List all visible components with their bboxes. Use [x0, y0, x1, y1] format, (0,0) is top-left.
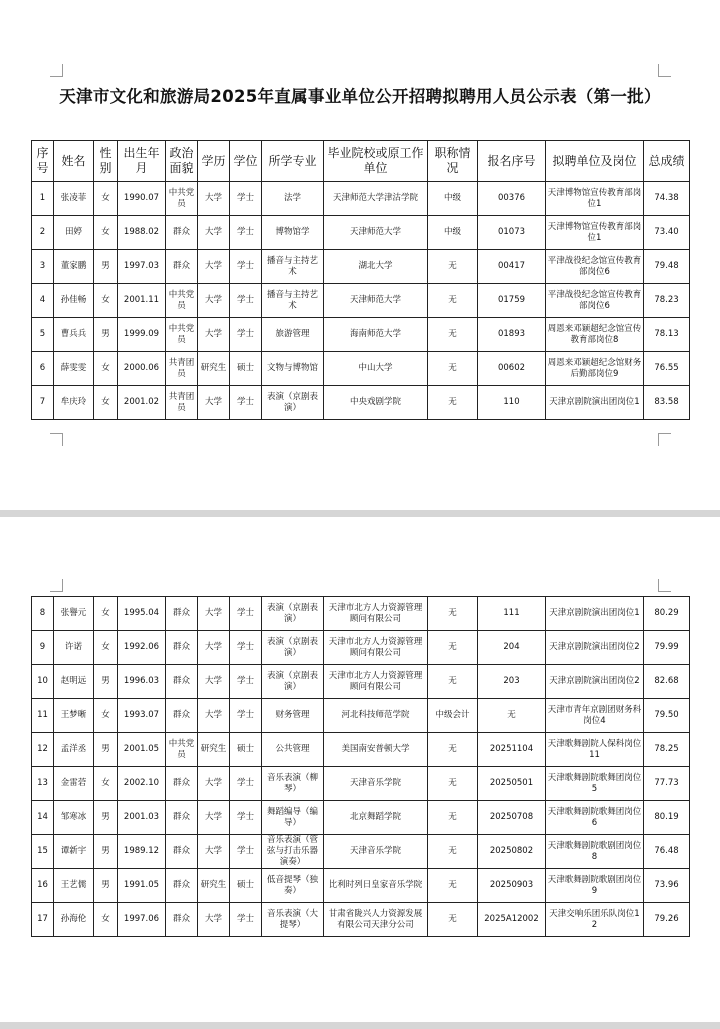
cell-education: 研究生 [198, 869, 230, 903]
cell-degree: 硕士 [230, 869, 262, 903]
cell-political-status: 群众 [166, 801, 198, 835]
cell-position: 天津京剧院演出团岗位1 [546, 386, 644, 420]
cell-reg-number: 20250501 [478, 767, 546, 801]
cell-education: 研究生 [198, 352, 230, 386]
cell-reg-number: 110 [478, 386, 546, 420]
cell-school: 天津音乐学院 [324, 835, 428, 869]
table-row [32, 352, 690, 386]
cell-education: 大学 [198, 216, 230, 250]
cell-major: 财务管理 [262, 699, 324, 733]
cell-school: 北京舞蹈学院 [324, 801, 428, 835]
cell-degree: 学士 [230, 903, 262, 937]
cell-gender: 女 [94, 699, 118, 733]
cell-degree: 硕士 [230, 733, 262, 767]
cell-political-status: 群众 [166, 903, 198, 937]
cell-index: 14 [32, 801, 54, 835]
cell-reg-number: 20250802 [478, 835, 546, 869]
cell-major: 表演（京剧表演） [262, 597, 324, 631]
cell-index: 6 [32, 352, 54, 386]
cell-school: 天津音乐学院 [324, 767, 428, 801]
cell-gender: 女 [94, 352, 118, 386]
cell-reg-number: 2025A12002 [478, 903, 546, 937]
cell-name: 王艺儒 [54, 869, 94, 903]
cell-position: 平津战役纪念馆宣传教育部岗位6 [546, 284, 644, 318]
cell-gender: 女 [94, 597, 118, 631]
cell-degree: 学士 [230, 801, 262, 835]
cell-birth: 2001.11 [118, 284, 166, 318]
cell-major: 表演（京剧表演） [262, 386, 324, 420]
cell-birth: 2001.02 [118, 386, 166, 420]
cell-name: 邹寒冰 [54, 801, 94, 835]
cell-gender: 女 [94, 216, 118, 250]
cell-political-status: 群众 [166, 216, 198, 250]
cell-birth: 2001.05 [118, 733, 166, 767]
cell-education: 大学 [198, 665, 230, 699]
cell-education: 大学 [198, 835, 230, 869]
cell-position: 周恩来邓颖超纪念馆宣传教育部岗位8 [546, 318, 644, 352]
cell-name: 张譽元 [54, 597, 94, 631]
cell-score: 78.13 [644, 318, 690, 352]
cell-major: 低音提琴（独奏） [262, 869, 324, 903]
cell-gender: 男 [94, 733, 118, 767]
cell-reg-number: 20250903 [478, 869, 546, 903]
page-separator [0, 1022, 720, 1029]
document-page-1 [0, 0, 720, 510]
cell-title: 无 [428, 284, 478, 318]
cell-education: 大学 [198, 903, 230, 937]
cell-index: 12 [32, 733, 54, 767]
cell-major: 播音与主持艺术 [262, 250, 324, 284]
cell-birth: 2002.10 [118, 767, 166, 801]
cell-major: 公共管理 [262, 733, 324, 767]
cell-degree: 学士 [230, 631, 262, 665]
cell-index: 9 [32, 631, 54, 665]
cell-birth: 1991.05 [118, 869, 166, 903]
cell-title: 无 [428, 318, 478, 352]
cell-school: 天津市北方人力资源管理顾问有限公司 [324, 597, 428, 631]
cell-political-status: 中共党员 [166, 318, 198, 352]
cell-education: 大学 [198, 250, 230, 284]
cell-school: 天津市北方人力资源管理顾问有限公司 [324, 665, 428, 699]
cell-major: 法学 [262, 182, 324, 216]
cell-title: 无 [428, 733, 478, 767]
cell-title: 无 [428, 835, 478, 869]
cell-gender: 女 [94, 631, 118, 665]
cell-degree: 学士 [230, 767, 262, 801]
cell-birth: 1997.06 [118, 903, 166, 937]
cell-reg-number: 20251104 [478, 733, 546, 767]
cell-reg-number: 20250708 [478, 801, 546, 835]
cell-birth: 1990.07 [118, 182, 166, 216]
cell-education: 研究生 [198, 733, 230, 767]
cell-score: 79.50 [644, 699, 690, 733]
table-row [32, 284, 690, 318]
cell-degree: 学士 [230, 835, 262, 869]
header-score: 总成绩 [644, 141, 690, 182]
cell-reg-number: 无 [478, 699, 546, 733]
cell-political-status: 共青团员 [166, 352, 198, 386]
header-title: 职称情况 [428, 141, 478, 182]
cell-birth: 1993.07 [118, 699, 166, 733]
table-row [32, 216, 690, 250]
cell-major: 博物馆学 [262, 216, 324, 250]
cell-gender: 女 [94, 767, 118, 801]
cell-title: 无 [428, 386, 478, 420]
cell-index: 16 [32, 869, 54, 903]
cell-position: 天津市青年京剧团财务科岗位4 [546, 699, 644, 733]
cell-name: 谭新宇 [54, 835, 94, 869]
cell-score: 83.58 [644, 386, 690, 420]
table-row [32, 903, 690, 937]
header-school: 毕业院校或原工作单位 [324, 141, 428, 182]
cell-reg-number: 00602 [478, 352, 546, 386]
cell-position: 天津歌舞剧院歌舞团岗位6 [546, 801, 644, 835]
cell-political-status: 群众 [166, 597, 198, 631]
cell-political-status: 中共党员 [166, 733, 198, 767]
cell-political-status: 群众 [166, 665, 198, 699]
cell-position: 天津歌舞剧院歌剧团岗位9 [546, 869, 644, 903]
cell-score: 80.29 [644, 597, 690, 631]
cell-degree: 学士 [230, 284, 262, 318]
header-political-status: 政治面貌 [166, 141, 198, 182]
cell-name: 金雷菪 [54, 767, 94, 801]
table-row [32, 182, 690, 216]
cell-degree: 学士 [230, 665, 262, 699]
table-row [32, 250, 690, 284]
cell-name: 牟庆玲 [54, 386, 94, 420]
cell-education: 大学 [198, 631, 230, 665]
page-separator [0, 510, 720, 517]
cell-political-status: 群众 [166, 631, 198, 665]
cell-gender: 男 [94, 318, 118, 352]
cell-political-status: 群众 [166, 767, 198, 801]
header-major: 所学专业 [262, 141, 324, 182]
cell-gender: 男 [94, 835, 118, 869]
table-row [32, 631, 690, 665]
cell-school: 海南师范大学 [324, 318, 428, 352]
cell-name: 孙佳畅 [54, 284, 94, 318]
cell-score: 73.96 [644, 869, 690, 903]
cell-education: 大学 [198, 767, 230, 801]
cell-index: 5 [32, 318, 54, 352]
cell-index: 15 [32, 835, 54, 869]
cell-index: 7 [32, 386, 54, 420]
cell-gender: 男 [94, 869, 118, 903]
cell-reg-number: 01893 [478, 318, 546, 352]
cell-title: 中级 [428, 216, 478, 250]
cell-name: 许诺 [54, 631, 94, 665]
margin-corner-mark [50, 579, 63, 592]
table-row [32, 665, 690, 699]
page-title: 天津市文化和旅游局2025年直属事业单位公开招聘拟聘用人员公示表（第一批） [59, 87, 661, 106]
header-degree: 学位 [230, 141, 262, 182]
cell-name: 田婷 [54, 216, 94, 250]
cell-degree: 学士 [230, 386, 262, 420]
cell-index: 17 [32, 903, 54, 937]
cell-name: 王梦晰 [54, 699, 94, 733]
cell-position: 周恩来邓颖超纪念馆财务后勤部岗位9 [546, 352, 644, 386]
cell-title: 无 [428, 250, 478, 284]
cell-school: 天津师范大学津沽学院 [324, 182, 428, 216]
header-education: 学历 [198, 141, 230, 182]
cell-degree: 学士 [230, 216, 262, 250]
cell-reg-number: 204 [478, 631, 546, 665]
cell-education: 大学 [198, 182, 230, 216]
cell-degree: 学士 [230, 182, 262, 216]
cell-reg-number: 01073 [478, 216, 546, 250]
cell-school: 天津市北方人力资源管理顾问有限公司 [324, 631, 428, 665]
document-page-2 [0, 517, 720, 1022]
cell-position: 天津歌舞剧院人保科岗位11 [546, 733, 644, 767]
cell-school: 天津师范大学 [324, 284, 428, 318]
cell-title: 无 [428, 869, 478, 903]
cell-political-status: 中共党员 [166, 284, 198, 318]
cell-reg-number: 203 [478, 665, 546, 699]
cell-name: 赵明远 [54, 665, 94, 699]
cell-title: 无 [428, 801, 478, 835]
cell-birth: 1988.02 [118, 216, 166, 250]
cell-major: 音乐表演（柳琴） [262, 767, 324, 801]
cell-education: 大学 [198, 801, 230, 835]
cell-score: 80.19 [644, 801, 690, 835]
table-row [32, 869, 690, 903]
cell-index: 1 [32, 182, 54, 216]
cell-major: 音乐表演（管弦与打击乐器演奏） [262, 835, 324, 869]
cell-index: 8 [32, 597, 54, 631]
cell-score: 76.55 [644, 352, 690, 386]
cell-index: 10 [32, 665, 54, 699]
cell-degree: 学士 [230, 250, 262, 284]
cell-gender: 女 [94, 284, 118, 318]
cell-title: 无 [428, 767, 478, 801]
cell-major: 音乐表演（大提琴） [262, 903, 324, 937]
cell-score: 74.38 [644, 182, 690, 216]
cell-reg-number: 00417 [478, 250, 546, 284]
cell-major: 旅游管理 [262, 318, 324, 352]
cell-political-status: 共青团员 [166, 386, 198, 420]
table-row [32, 801, 690, 835]
cell-name: 董家鹏 [54, 250, 94, 284]
cell-position: 平津战役纪念馆宣传教育部岗位6 [546, 250, 644, 284]
cell-birth: 2001.03 [118, 801, 166, 835]
cell-major: 表演（京剧表演） [262, 631, 324, 665]
cell-political-status: 群众 [166, 699, 198, 733]
cell-degree: 学士 [230, 699, 262, 733]
cell-index: 4 [32, 284, 54, 318]
cell-degree: 学士 [230, 318, 262, 352]
cell-education: 大学 [198, 318, 230, 352]
recruitment-table [31, 140, 690, 420]
cell-position: 天津京剧院演出团岗位1 [546, 597, 644, 631]
cell-index: 11 [32, 699, 54, 733]
cell-school: 中央戏剧学院 [324, 386, 428, 420]
margin-corner-mark [50, 433, 63, 446]
margin-corner-mark [658, 579, 671, 592]
cell-birth: 2000.06 [118, 352, 166, 386]
cell-birth: 1999.09 [118, 318, 166, 352]
cell-score: 76.48 [644, 835, 690, 869]
cell-score: 82.68 [644, 665, 690, 699]
cell-score: 79.48 [644, 250, 690, 284]
cell-position: 天津京剧院演出团岗位2 [546, 631, 644, 665]
cell-school: 天津师范大学 [324, 216, 428, 250]
cell-reg-number: 00376 [478, 182, 546, 216]
cell-major: 文物与博物馆 [262, 352, 324, 386]
header-position: 拟聘单位及岗位 [546, 141, 644, 182]
cell-major: 播音与主持艺术 [262, 284, 324, 318]
cell-score: 73.40 [644, 216, 690, 250]
cell-gender: 男 [94, 801, 118, 835]
cell-position: 天津博物馆宣传教育部岗位1 [546, 216, 644, 250]
cell-birth: 1989.12 [118, 835, 166, 869]
cell-name: 张凌菲 [54, 182, 94, 216]
cell-gender: 男 [94, 665, 118, 699]
table-row [32, 597, 690, 631]
cell-title: 无 [428, 665, 478, 699]
margin-corner-mark [658, 64, 671, 77]
cell-title: 无 [428, 352, 478, 386]
cell-school: 河北科技师范学院 [324, 699, 428, 733]
cell-title: 中级会计 [428, 699, 478, 733]
cell-score: 79.26 [644, 903, 690, 937]
cell-political-status: 中共党员 [166, 182, 198, 216]
cell-gender: 女 [94, 903, 118, 937]
cell-education: 大学 [198, 284, 230, 318]
cell-major: 舞蹈编导（编导） [262, 801, 324, 835]
header-birth: 出生年月 [118, 141, 166, 182]
cell-score: 77.73 [644, 767, 690, 801]
recruitment-table-continued [31, 596, 690, 937]
cell-position: 天津歌舞剧院歌剧团岗位8 [546, 835, 644, 869]
cell-school: 湖北大学 [324, 250, 428, 284]
cell-title: 无 [428, 597, 478, 631]
cell-reg-number: 111 [478, 597, 546, 631]
cell-degree: 学士 [230, 597, 262, 631]
cell-position: 天津博物馆宣传教育部岗位1 [546, 182, 644, 216]
table-row [32, 733, 690, 767]
cell-score: 78.23 [644, 284, 690, 318]
cell-index: 13 [32, 767, 54, 801]
cell-degree: 硕士 [230, 352, 262, 386]
table-row [32, 318, 690, 352]
cell-title: 无 [428, 903, 478, 937]
cell-school: 甘肃省陇兴人力资源发展有限公司天津分公司 [324, 903, 428, 937]
cell-score: 78.25 [644, 733, 690, 767]
cell-index: 3 [32, 250, 54, 284]
cell-name: 曹兵兵 [54, 318, 94, 352]
table-row [32, 835, 690, 869]
header-gender: 性别 [94, 141, 118, 182]
cell-index: 2 [32, 216, 54, 250]
cell-major: 表演（京剧表演） [262, 665, 324, 699]
header-index: 序号 [32, 141, 54, 182]
cell-birth: 1997.03 [118, 250, 166, 284]
header-name: 姓名 [54, 141, 94, 182]
cell-position: 天津京剧院演出团岗位2 [546, 665, 644, 699]
cell-name: 孙海伦 [54, 903, 94, 937]
cell-political-status: 群众 [166, 250, 198, 284]
cell-birth: 1996.03 [118, 665, 166, 699]
header-reg-number: 报名序号 [478, 141, 546, 182]
margin-corner-mark [50, 64, 63, 77]
table-row [32, 767, 690, 801]
cell-birth: 1992.06 [118, 631, 166, 665]
cell-education: 大学 [198, 386, 230, 420]
cell-education: 大学 [198, 699, 230, 733]
margin-corner-mark [658, 433, 671, 446]
table-row [32, 386, 690, 420]
cell-position: 天津歌舞剧院歌舞团岗位5 [546, 767, 644, 801]
cell-gender: 女 [94, 386, 118, 420]
cell-gender: 女 [94, 182, 118, 216]
cell-title: 中级 [428, 182, 478, 216]
cell-political-status: 群众 [166, 835, 198, 869]
cell-school: 中山大学 [324, 352, 428, 386]
cell-school: 比利时列日皇家音乐学院 [324, 869, 428, 903]
cell-school: 美国南安普顿大学 [324, 733, 428, 767]
cell-name: 薛雯雯 [54, 352, 94, 386]
table-header-row [32, 141, 690, 182]
cell-political-status: 群众 [166, 869, 198, 903]
cell-position: 天津交响乐团乐队岗位12 [546, 903, 644, 937]
cell-gender: 男 [94, 250, 118, 284]
cell-title: 无 [428, 631, 478, 665]
cell-score: 79.99 [644, 631, 690, 665]
table-row [32, 699, 690, 733]
cell-reg-number: 01759 [478, 284, 546, 318]
cell-education: 大学 [198, 597, 230, 631]
cell-birth: 1995.04 [118, 597, 166, 631]
cell-name: 孟洋丞 [54, 733, 94, 767]
